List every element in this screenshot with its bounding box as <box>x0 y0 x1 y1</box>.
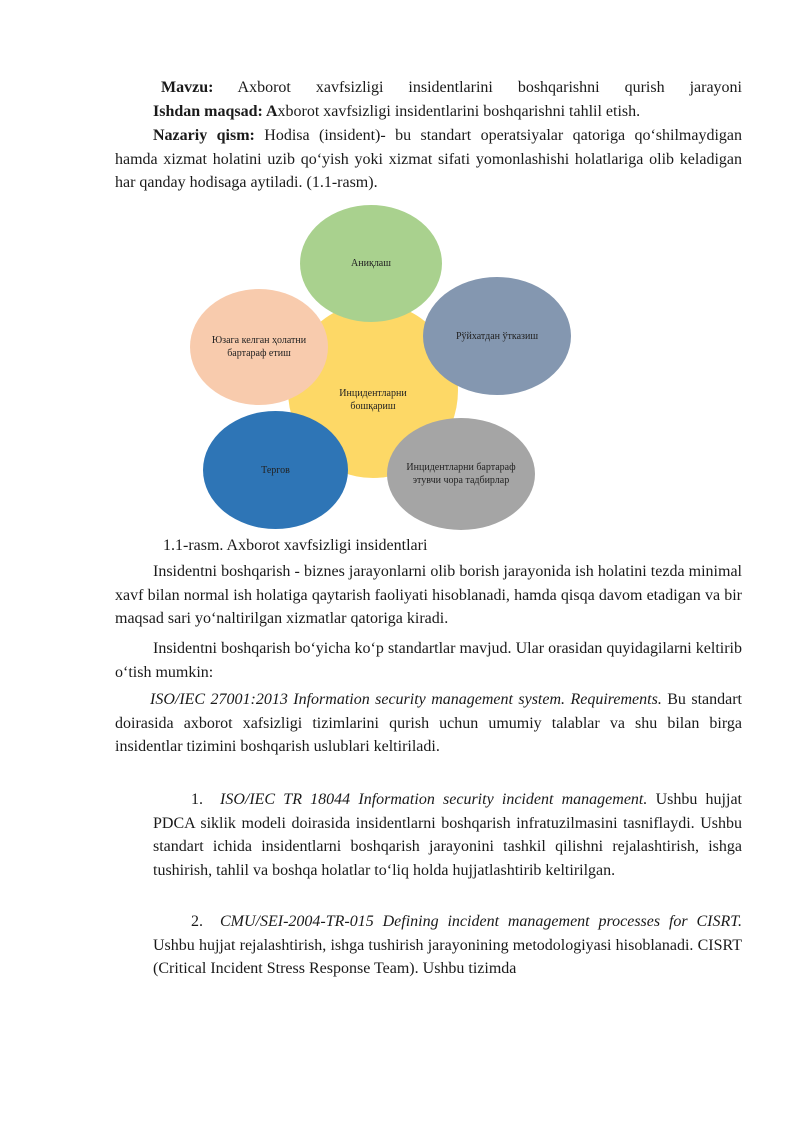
diagram-right-label: Рўйхатдан ўтказиш <box>455 330 539 342</box>
list-item-2-text: Ushbu hujjat rejalashtirish, ishga tushirish jarayonining metodologiyasi hisoblanadi. CISRT (Critical Incident Stress Response Team). Ushbu tizimda <box>153 936 742 977</box>
topic-text: Axborot xavfsizligi insidentlarini boshqarishni qurish jarayoni <box>213 79 742 96</box>
iso27001-text: Bu standart doirasida axborot xafsizligi tizimlarini qurish uchun umumiy talablar va shu bilan birga insidentlar tizimini boshqarish uslublari keltiriladi. <box>115 691 742 755</box>
diagram-right-circle <box>423 277 571 395</box>
topic-label: Mavzu: <box>161 79 214 96</box>
theory-paragraph <box>115 124 742 195</box>
diagram-bottom-right-circle <box>387 418 535 530</box>
diagram-bottom-left-circle <box>203 411 348 529</box>
list-item-2-number: 2. <box>191 913 203 930</box>
paragraph-standards-intro: Insidentni boshqarish bo‘yicha ko‘p standartlar mavjud. Ular orasidan quyidagilarni keltirib o‘tish mumkin: <box>115 640 742 681</box>
topic-line <box>115 76 742 100</box>
paragraph-definition: Insidentni boshqarish - biznes jarayonlarni olib borish jarayonida ish holatini tezda minimal xavf bilan normal ish holatiga qaytarish faoliyati hisoblanadi, hamda qisqa davom etadigan va bir maqsad sari yo‘naltirilgan xizmatlar qatoriga kiradi. <box>115 563 742 627</box>
diagram-top-label: Аниқлаш <box>351 258 391 269</box>
diagram-left-label: Юзага келган ҳолатни бартараф етиш <box>211 335 307 359</box>
diagram-center-label: Инцидентларни бошқариш <box>339 387 407 412</box>
goal-text: xborot xavfsizligi insidentlarini boshqarishni tahlil etish. <box>277 103 641 120</box>
goal-line <box>115 100 742 124</box>
list-item-1 <box>153 788 742 882</box>
theory-label: Nazariy qism: <box>153 127 255 144</box>
list-item-2-title: CMU/SEI-2004-TR-015 Defining incident management processes for CISRT. <box>220 913 742 930</box>
iso27001-title: ISO/IEC 27001:2013 Information security management system. Requirements. <box>150 691 662 708</box>
goal-label: Ishdan maqsad: A <box>153 103 278 120</box>
theory-text: Hodisa (insident)- bu standart operatsiyalar qatoriga qo‘shilmaydigan hamda xizmat holatini uzib qo‘yish yoki xizmat sifati yomonlashishi holatlariga olib keladigan har qanday hodisaga aytiladi. (1.1-rasm). <box>115 127 742 191</box>
list-item-1-number: 1. <box>191 791 203 808</box>
list-item-1-text: Ushbu hujjat PDCA siklik modeli doirasida insidentlarni boshqarish infratuzilmasini tasniflaydi. Ushbu standart ichida insidentlarni boshqarish jarayonini tashkil qilishni rejalashtirish, ishga tushirish, tahlil va boshqa holatlar to‘liq holda hujjatlashtirib keltirilgan. <box>153 791 742 879</box>
diagram-top-circle <box>300 205 442 322</box>
figure-caption: 1.1-rasm. Axborot xavfsizligi insidentlari <box>163 537 428 554</box>
diagram-left-circle <box>190 289 328 405</box>
list-item-1-title: ISO/IEC TR 18044 Information security incident management. <box>220 791 648 808</box>
incident-management-diagram <box>190 203 570 533</box>
list-item-2 <box>153 910 742 981</box>
paragraph-iso27001 <box>115 688 742 759</box>
diagram-bottom-left-label: Тергов <box>261 464 290 476</box>
diagram-bottom-right-label: Инцидентларни бартараф этувчи чора тадбирлар <box>406 462 516 486</box>
